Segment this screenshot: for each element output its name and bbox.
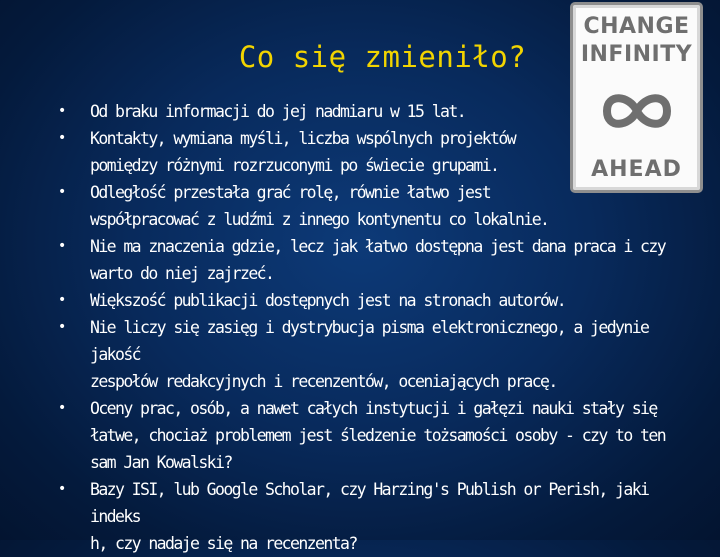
bullet-text: Kontakty, wymiana myśli, liczba wspólnych projektów pomiędzy różnymi rozrzuconymi po świecie grupami. [90, 129, 516, 175]
list-item [0, 314, 700, 395]
bullet-icon: • [58, 238, 67, 254]
bullet-icon: • [58, 400, 67, 416]
bullet-text: Oceny prac, osób, a nawet całych instytucji i gałęzi nauki stały się łatwe, chociaż problemem jest śledzenie tożsamości osoby - czy to ten sam Jan Kowalski? [90, 399, 666, 472]
bullet-icon: • [58, 319, 67, 335]
list-item [0, 476, 700, 557]
bullet-text: Od braku informacji do jej nadmiaru w 15 lat. [90, 102, 466, 121]
sign-line-ahead: AHEAD [591, 157, 682, 182]
bullet-text: Bazy ISI, lub Google Scholar, czy Harzing's Publish or Perish, jaki indeks h, czy nadaje się na recenzenta? [90, 480, 649, 553]
list-item [0, 125, 700, 179]
sign-line-change: CHANGE [583, 14, 690, 39]
bullet-text: Nie ma znaczenia gdzie, lecz jak łatwo dostępna jest dana praca i czy warto do niej zajrzeć. [90, 237, 666, 283]
sign-line-infinity: INFINITY [580, 42, 693, 67]
bullet-icon: • [58, 130, 67, 146]
list-item [0, 98, 700, 125]
sign-heading [573, 13, 700, 69]
bullet-text: Nie liczy się zasięg i dystrybucja pisma elektronicznego, a jedynie jakość zespołów redakcyjnych i recenzentów, oceniających pracę. [90, 318, 649, 391]
bullet-icon: • [58, 184, 67, 200]
list-item [0, 233, 700, 287]
list-item [0, 287, 700, 314]
bullet-text: Odległość przestała grać rolę, równie łatwo jest współpracować z ludźmi z innego kontynentu co lokalnie. [90, 183, 549, 229]
bullet-icon: • [58, 103, 67, 119]
bullet-text: Większość publikacji dostępnych jest na stronach autorów. [90, 291, 566, 310]
bullet-icon: • [58, 292, 67, 308]
bullet-icon: • [58, 481, 67, 497]
list-item [0, 395, 700, 476]
list-item [0, 179, 700, 233]
slide-title: Co się zmieniło? [238, 40, 527, 74]
bullet-list [0, 98, 700, 557]
